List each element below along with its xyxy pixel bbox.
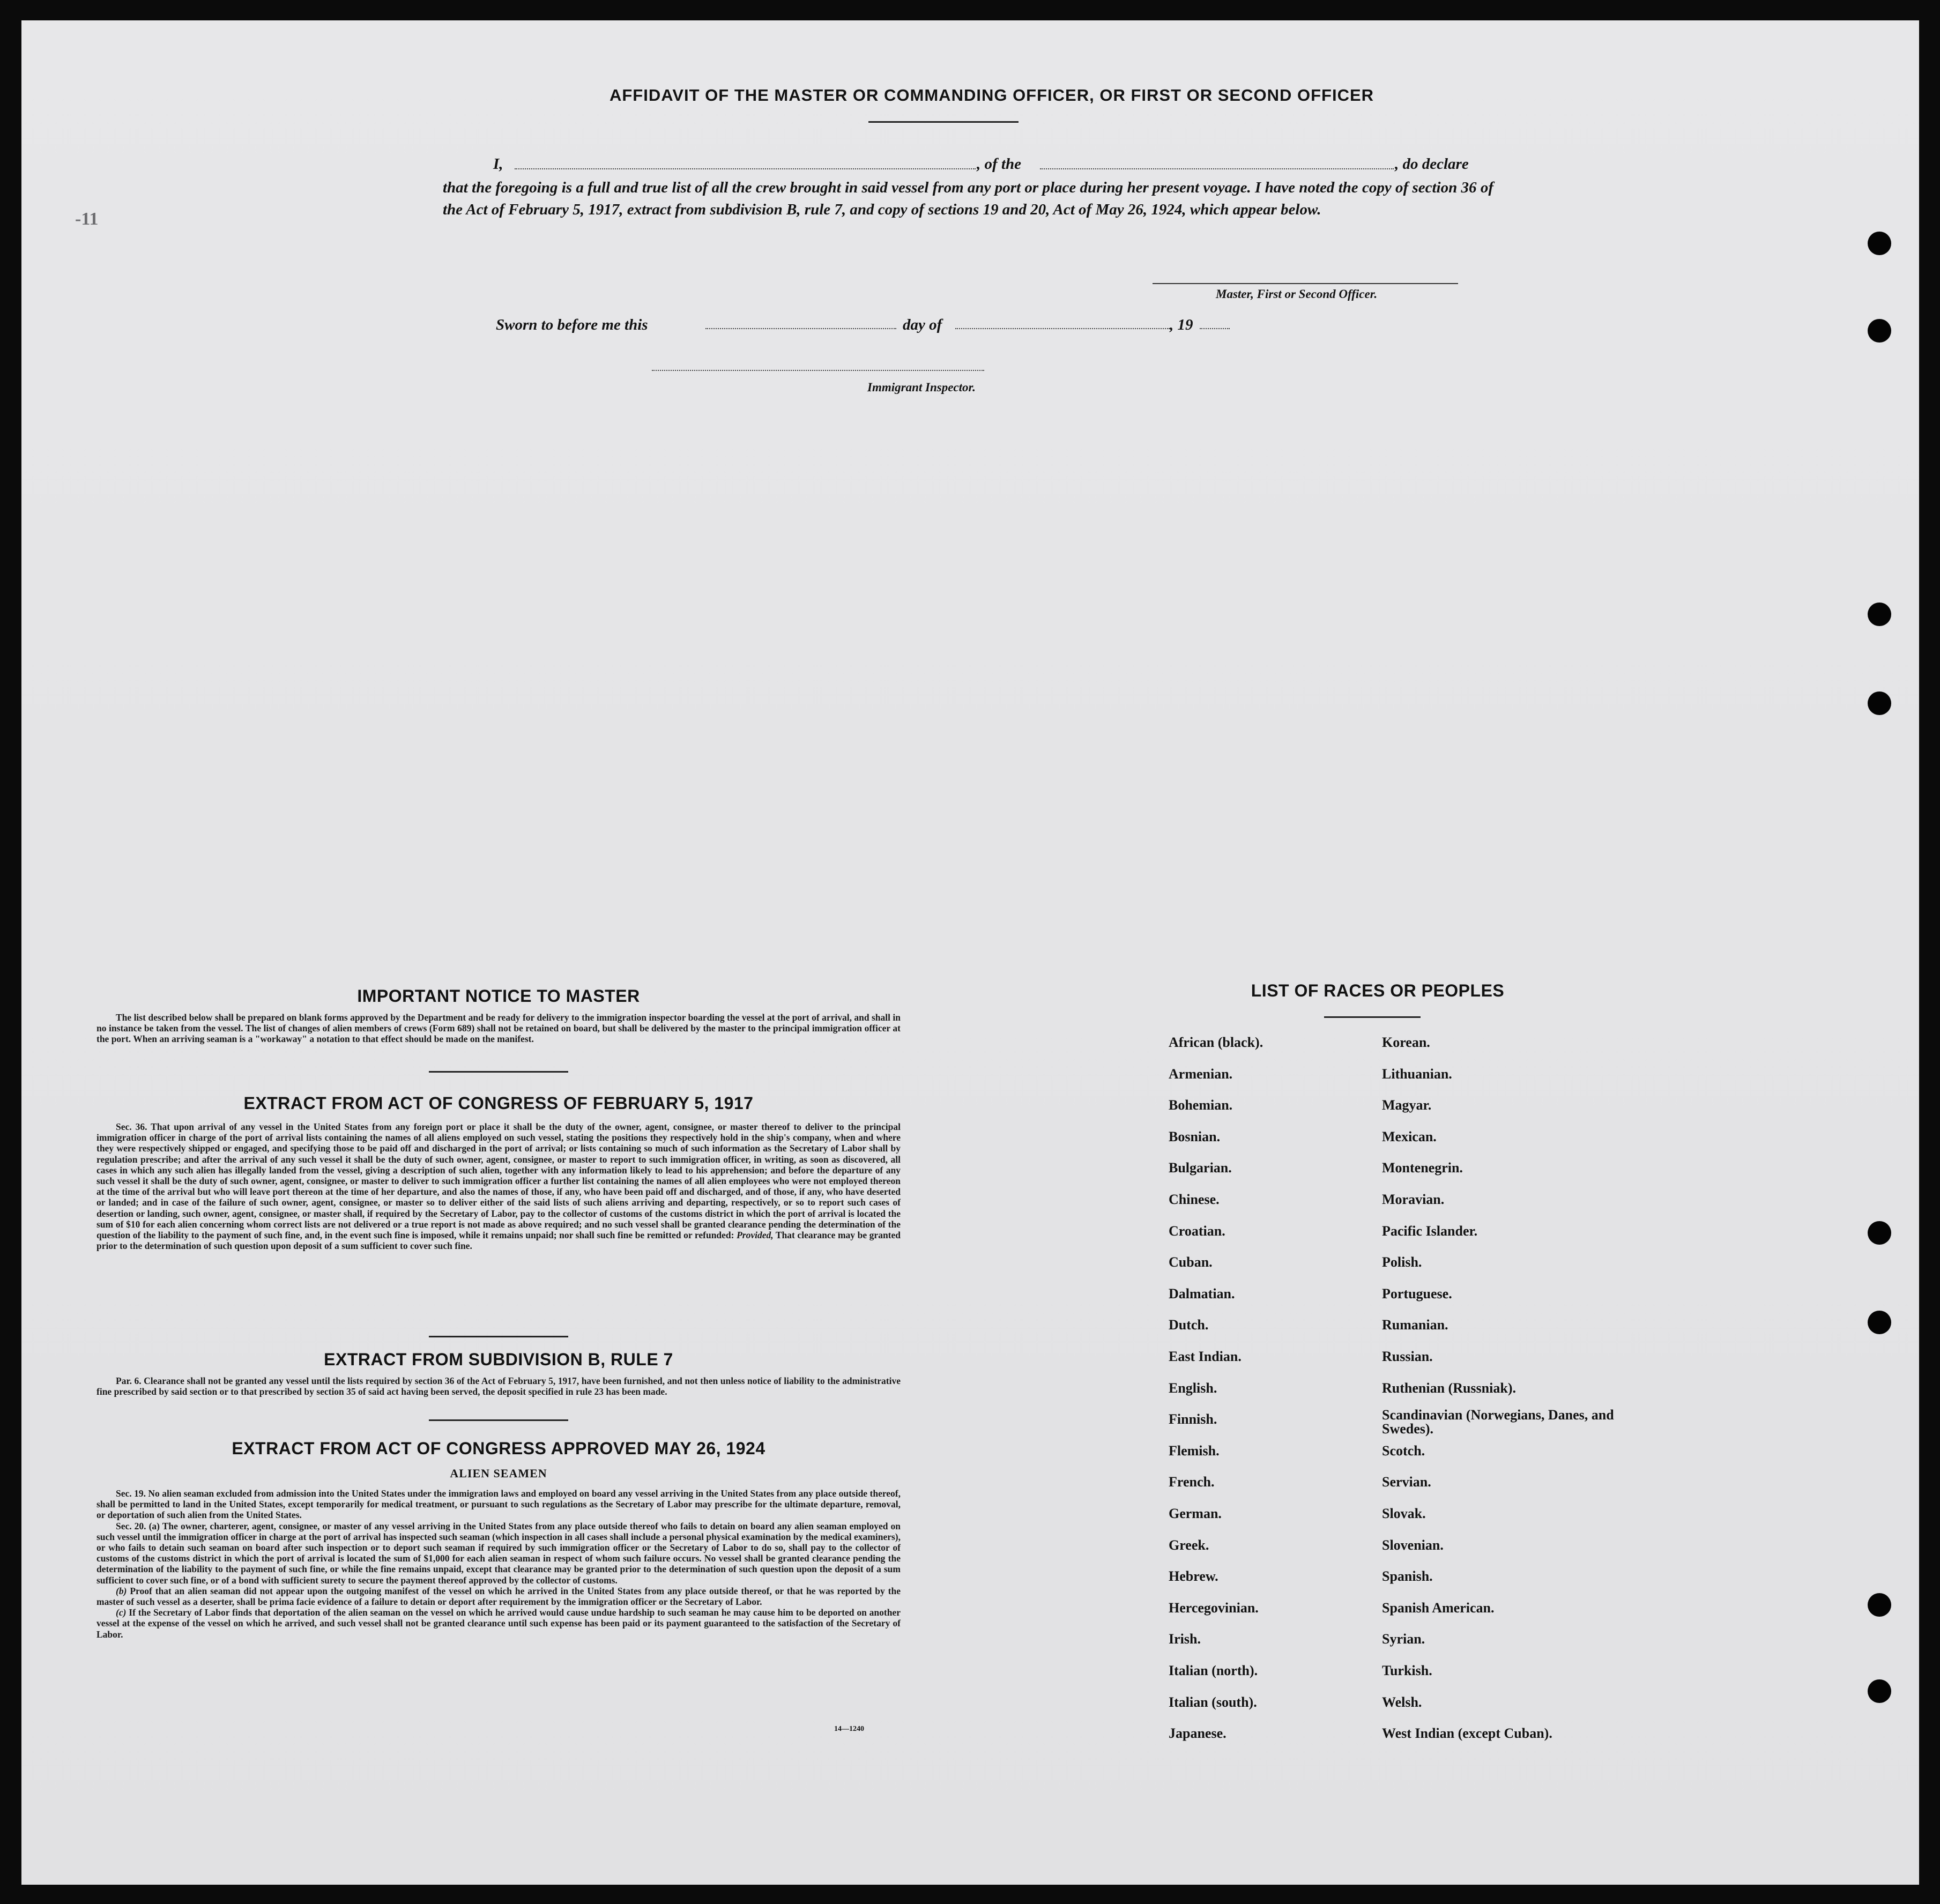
sec19-body: No alien seaman excluded from admission into the United States under the immigration laws and employed on board any vessel arriving in the United States from any place outside thereof, shall be permitted to land in the United States, except temporarily for medical treatment, or pursuant to such regulations as the Secretary of Labor may prescribe for the ultimate departure, removal, or deportation of such alien from the United States.: [96, 1488, 901, 1521]
race-item: Italian (south).: [1169, 1694, 1257, 1710]
extract-1924-text: [96, 1488, 901, 1640]
divider: [429, 1071, 568, 1073]
divider: [1324, 1016, 1421, 1018]
race-item: Japanese.: [1169, 1726, 1227, 1741]
race-item: Spanish American.: [1382, 1600, 1495, 1616]
year-label: , 19: [1170, 316, 1193, 333]
title-underline: [868, 121, 1019, 123]
affidavit-paragraph: that the foregoing is a full and true list of all the crew brought in said vessel from any port or place during her present voyage. I have noted the copy of section 36 of the Act of February 5, 1917, extract from subdivision B, rule 7, and copy of sections 19 and 20, Act of May 26, 1924, which appear below.: [443, 179, 1493, 218]
sworn-day-field[interactable]: [705, 328, 896, 329]
race-item: African (black).: [1169, 1035, 1263, 1050]
race-item: Armenian.: [1169, 1066, 1233, 1082]
race-item: German.: [1169, 1506, 1222, 1521]
race-item: Moravian.: [1382, 1192, 1445, 1207]
sec19-paragraph: [96, 1488, 901, 1521]
race-item: Greek.: [1169, 1537, 1209, 1553]
race-item: Turkish.: [1382, 1663, 1432, 1678]
sec20c-paragraph: [96, 1607, 901, 1640]
race-item: Servian.: [1382, 1474, 1431, 1490]
sec19-label: Sec. 19.: [116, 1488, 146, 1499]
race-item: Italian (north).: [1169, 1663, 1258, 1678]
sec20a-label: Sec. 20. (a): [116, 1520, 160, 1531]
affidavit-title: AFFIDAVIT OF THE MASTER OR COMMANDING OFFICER, OR FIRST OR SECOND OFFICER: [609, 86, 1374, 105]
binder-hole: [1868, 232, 1891, 255]
alien-seamen-subheading: ALIEN SEAMEN: [450, 1467, 547, 1480]
race-item: Irish.: [1169, 1631, 1201, 1647]
notice-body: The list described below shall be prepared on blank forms approved by the Department and be ready for delivery to the immigration inspector boarding the vessel at the port of arrival, and shall in no instance be taken from the vessel. The list of changes of alien members of crews (Form 689) shall not be retained on board, but shall be delivered by the master to the principal immigration officer at the port. When an arriving seaman is a "workaway" a notation to that effect should be made on the manifest.: [96, 1012, 901, 1045]
sec20b-body: Proof that an alien seaman did not appear upon the outgoing manifest of the vessel on which he arrived in the United States from any place outside thereof, or that he was reported by the master of such vessel as a deserter, shall be prima facie evidence of a failure to detain or deport after requirement by the immigration officer or the Secretary of Labor.: [96, 1585, 901, 1608]
divider: [429, 1336, 568, 1337]
race-item: West Indian (except Cuban).: [1382, 1726, 1552, 1741]
affidavit-declare-label: , do declare: [1395, 155, 1469, 173]
binder-hole: [1868, 1679, 1891, 1703]
binder-hole: [1868, 603, 1891, 626]
extract-1917-heading: EXTRACT FROM ACT OF CONGRESS OF FEBRUARY 5, 1917: [243, 1094, 754, 1113]
inspector-label: Immigrant Inspector.: [867, 381, 976, 394]
races-heading: LIST OF RACES OR PEOPLES: [1251, 981, 1505, 1000]
race-item: Dalmatian.: [1169, 1286, 1235, 1301]
master-label: Master, First or Second Officer.: [1216, 287, 1378, 301]
race-item: Lithuanian.: [1382, 1066, 1452, 1082]
affidavit-of-label: , of the: [977, 155, 1021, 173]
race-item: Scandinavian (Norwegians, Danes, and Swedes).: [1382, 1407, 1614, 1437]
race-item: Pacific Islander.: [1382, 1223, 1478, 1239]
master-signature-line[interactable]: [1153, 283, 1458, 284]
sec36-body: That upon arrival of any vessel in the United States from any foreign port or place it shall be the duty of the owner, agent, consignee, or master thereof to deliver to the principal immigration officer in charge of the port of arrival lists containing the names of all aliens employed on such vessel, stating the positions they respectively hold in the ship's company, when and where they were respectively shipped or engaged, and specifying those to be paid off and discharged in the port of arrival; or lists containing so much of such information as the Secretary of Labor shall by regulation prescribe; and after the arrival of any such vessel it shall be the duty of such owner, agent, consignee, or master to report to such immigration officer, in writing, as soon as discovered, all cases in which any such alien has illegally landed from the vessel, giving a description of such alien, together with any information likely to lead to his apprehension; and before the departure of any such vessel it shall be the duty of such owner, agent, consignee, or master to deliver to such immigration officer a further list containing the names of all alien employees who were not employed thereon at the time of the arrival but who will leave port thereon at the time of her departure, and also the names of those, if any, who have been paid off and discharged, and of those, if any, who have deserted or landed; and in case of the failure of such owner, agent, consignee, or master so to deliver either of the said lists of such aliens arriving and departing, respectively, or so to report such cases of desertion or landing, such owner, agent, consignee, or master shall, if required by the Secretary of Labor, pay to the collector of customs of the customs district in which the port of arrival is located the sum of $10 for each alien concerning whom correct lists are not delivered or a true report is not made as above required; and no such vessel shall be granted clearance pending the determination of the question of the liability to the payment of such fine, and, in the event such fine is imposed, while it remains unpaid; nor shall such fine be remitted or refunded:: [96, 1121, 901, 1241]
race-item: Cuban.: [1169, 1254, 1213, 1270]
notice-text: [96, 1012, 901, 1045]
notice-heading: IMPORTANT NOTICE TO MASTER: [357, 986, 640, 1006]
proviso-body: That clearance may be granted prior to the determination of such question upon deposit of a sum sufficient to cover such fine.: [96, 1230, 901, 1252]
sworn-label: Sworn to before me this: [496, 316, 648, 333]
sec20c-body: If the Secretary of Labor finds that deportation of the alien seaman on the vessel on which he arrived would cause undue hardship to such seaman he may cause him to be deported on another vessel at the expense of the vessel on which he arrived, and such vessel shall not be granted clearance until such expense has been paid or its payment guaranteed to the satisfaction of the Secretary of Labor.: [96, 1607, 901, 1640]
sec20a-paragraph: [96, 1521, 901, 1586]
rule7-heading: EXTRACT FROM SUBDIVISION B, RULE 7: [324, 1350, 673, 1369]
race-item: Korean.: [1382, 1035, 1430, 1050]
race-item: Montenegrin.: [1382, 1160, 1463, 1176]
sec20c-label: (c): [116, 1607, 127, 1618]
race-item: Magyar.: [1382, 1097, 1432, 1113]
name-field-line[interactable]: [515, 168, 976, 169]
race-item: Flemish.: [1169, 1443, 1220, 1459]
binder-hole: [1868, 1311, 1891, 1334]
race-item: Croatian.: [1169, 1223, 1225, 1239]
binder-hole: [1868, 1593, 1891, 1617]
affidavit-i-label: I,: [493, 155, 503, 173]
rule7-text: [96, 1375, 901, 1397]
sworn-year-field[interactable]: [1200, 328, 1230, 329]
proviso-label: Provided,: [737, 1230, 774, 1241]
race-item: Chinese.: [1169, 1192, 1220, 1207]
rule7-body: Par. 6. Clearance shall not be granted any vessel until the lists required by section 36 of the Act of February 5, 1917, have been furnished, and not then unless notice of liability to the administrative fine prescribed by said section or to that prescribed by section 35 of said act having been served, the deposit specified in rule 23 has been made.: [96, 1375, 901, 1397]
race-item: Ruthenian (Russniak).: [1382, 1380, 1516, 1396]
binder-hole: [1868, 1221, 1891, 1245]
race-item: Bulgarian.: [1169, 1160, 1232, 1176]
form-number: 14—1240: [834, 1725, 864, 1733]
race-item: Scotch.: [1382, 1443, 1425, 1459]
race-item: Welsh.: [1382, 1694, 1422, 1710]
race-item: Portuguese.: [1382, 1286, 1452, 1301]
race-item: French.: [1169, 1474, 1215, 1490]
race-item: Rumanian.: [1382, 1317, 1448, 1333]
race-item: Spanish.: [1382, 1568, 1433, 1584]
race-item: Finnish.: [1169, 1411, 1217, 1427]
race-item: Hebrew.: [1169, 1568, 1218, 1584]
margin-mark: -11: [75, 209, 99, 229]
extract-1924-heading: EXTRACT FROM ACT OF CONGRESS APPROVED MAY 26, 1924: [232, 1439, 765, 1458]
vessel-field-line[interactable]: [1040, 168, 1394, 169]
sec36-label: Sec. 36.: [116, 1121, 147, 1132]
binder-hole: [1868, 691, 1891, 715]
race-item: Slovenian.: [1382, 1537, 1444, 1553]
race-item: Slovak.: [1382, 1506, 1426, 1521]
sec20a-body: The owner, charterer, agent, consignee, or master of any vessel arriving in the United States from any place outside thereof who fails to detain on board any alien seaman employed on such vessel until the immigration officer in charge at the port of arrival has inspected such seaman (which inspection in all cases shall include a personal physical examination by the medical examiners), or who fails to detain such seaman on board after such inspection or to deport such seaman if required by such immigration officer or the Secretary of Labor to do so, shall pay to the collector of customs of the customs district in which the port of arrival is located the sum of $1,000 for each alien seaman in respect of whom such failure occurs. No vessel shall be granted clearance pending the determination of the liability to the payment of such fine, or while the fine remains unpaid, except that clearance may be granted prior to the determination of such question upon the deposit of a sum sufficient to cover such fine, or of a bond with sufficient surety to secure the payment thereof approved by the collector of customs.: [96, 1520, 901, 1586]
race-item: Syrian.: [1382, 1631, 1425, 1647]
race-item: Dutch.: [1169, 1317, 1209, 1333]
race-item: Mexican.: [1382, 1129, 1437, 1144]
race-item: English.: [1169, 1380, 1217, 1396]
race-item: Hercegovinian.: [1169, 1600, 1259, 1616]
race-item: Bosnian.: [1169, 1129, 1221, 1144]
inspector-signature-line[interactable]: [652, 370, 984, 371]
race-item: Russian.: [1382, 1349, 1433, 1364]
sec20b-paragraph: [96, 1586, 901, 1607]
race-item: East Indian.: [1169, 1349, 1242, 1364]
race-item: Polish.: [1382, 1254, 1422, 1270]
sworn-month-field[interactable]: [955, 328, 1170, 329]
binder-hole: [1868, 319, 1891, 343]
sec20b-label: (b): [116, 1585, 127, 1596]
day-of-label: day of: [903, 316, 942, 333]
extract-1917-text: [96, 1121, 901, 1251]
divider: [429, 1419, 568, 1421]
race-item: Bohemian.: [1169, 1097, 1233, 1113]
